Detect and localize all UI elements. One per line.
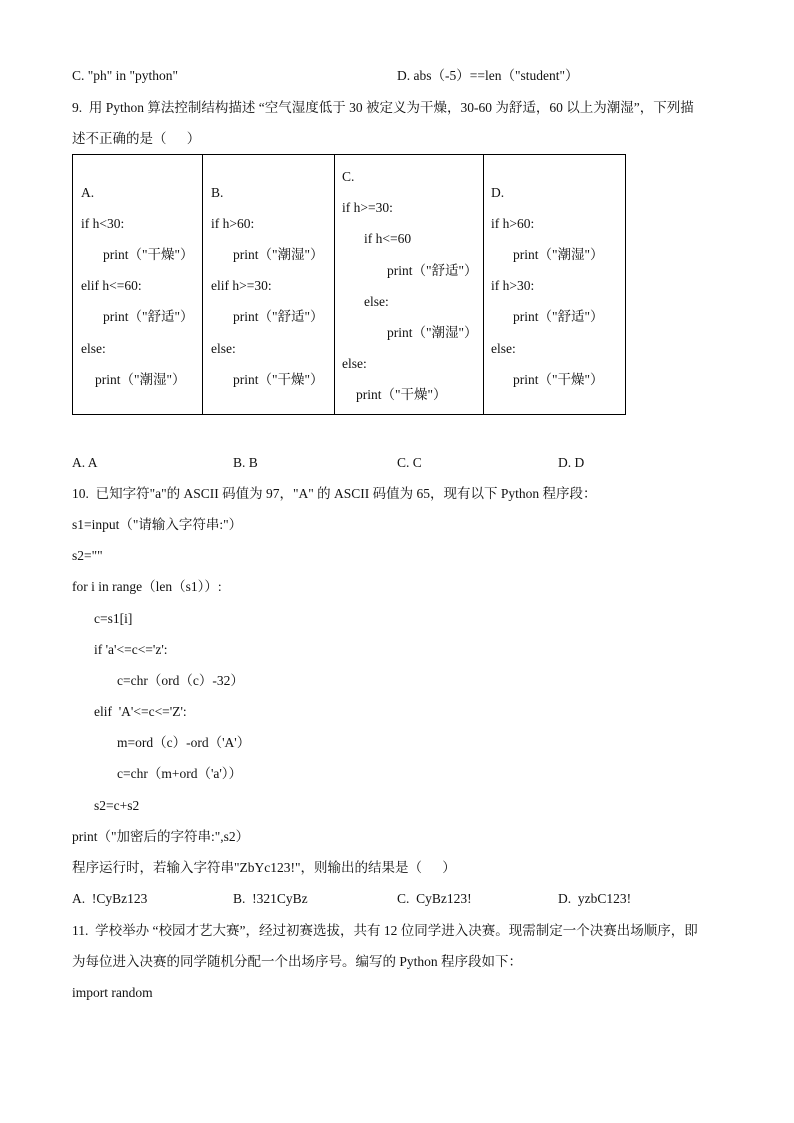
q9-c-line: else: xyxy=(342,356,367,371)
q10-code-line: m=ord（c）-ord（'A'） xyxy=(117,735,251,750)
q10-question: 程序运行时，若输入字符串"ZbYc123!"，则输出的结果是（ ） xyxy=(72,860,456,875)
q10-code-line: if 'a'<=c<='z': xyxy=(94,642,168,657)
q9-b-line: if h>60: xyxy=(211,216,255,231)
q9-option-b-cell xyxy=(203,155,335,415)
q9-a-line: print（"干燥"） xyxy=(103,247,194,262)
q9-a-line: print（"潮湿"） xyxy=(95,372,186,387)
q9-d-label: D. xyxy=(491,185,505,200)
q9-a-line: if h<30: xyxy=(81,216,125,231)
q10-stem: 10. 已知字符"a"的 ASCII 码值为 97，"A" 的 ASCII 码值为 65，现有以下 Python 程序段： xyxy=(72,486,597,501)
q9-c-label: C. xyxy=(342,169,355,184)
q9-c-line: print（"干燥"） xyxy=(356,387,447,402)
q11-stem-line1: 11. 学校举办 “校园才艺大赛”，经过初赛选拔，共有 12 位同学进入决赛。现需制定一个决赛出场顺序，即 xyxy=(72,923,698,938)
q10-answer-c: C. CyBz123! xyxy=(397,891,472,906)
q9-b-label: B. xyxy=(211,185,224,200)
q9-d-line: if h>30: xyxy=(491,278,535,293)
q9-b-line: elif h>=30: xyxy=(211,278,272,293)
q10-code-line: c=chr（m+ord（'a'）） xyxy=(117,766,243,781)
q9-stem-line1: 9. 用 Python 算法控制结构描述 “空气湿度低于 30 被定义为干燥，30-60 为舒适，60 以上为潮湿”，下列描 xyxy=(72,100,694,115)
q9-stem-line2: 述不正确的是（ ） xyxy=(72,131,201,146)
q9-b-line: else: xyxy=(211,341,236,356)
q9-a-label: A. xyxy=(81,185,95,200)
q9-c-line: print（"潮湿"） xyxy=(387,325,478,340)
q10-code-line: for i in range（len（s1））: xyxy=(72,579,222,594)
q9-d-line: if h>60: xyxy=(491,216,535,231)
q9-d-line: else: xyxy=(491,341,516,356)
q10-code-line: elif 'A'<=c<='Z': xyxy=(94,704,187,719)
q9-a-line: elif h<=60: xyxy=(81,278,142,293)
q9-answer-a: A. A xyxy=(72,455,98,470)
q9-c-line: print（"舒适"） xyxy=(387,263,478,278)
q10-answer-d: D. yzbC123! xyxy=(558,891,632,906)
q9-b-line: print（"舒适"） xyxy=(233,309,324,324)
q9-answer-d: D. D xyxy=(558,455,585,470)
q9-c-line: else: xyxy=(364,294,389,309)
q8-option-d: D. abs（-5）==len（"student"） xyxy=(397,68,579,83)
q8-option-c: C. "ph" in "python" xyxy=(72,68,179,83)
q9-option-c-cell xyxy=(335,155,484,415)
q9-d-line: print（"干燥"） xyxy=(513,372,604,387)
q9-a-line: else: xyxy=(81,341,106,356)
q10-code-line: s2=c+s2 xyxy=(94,798,140,813)
q9-option-d-cell xyxy=(484,155,626,415)
q11-code-line: import random xyxy=(72,985,153,1000)
q9-b-line: print（"潮湿"） xyxy=(233,247,324,262)
q10-code-line: print（"加密后的字符串:",s2） xyxy=(72,829,250,844)
q9-answer-c: C. C xyxy=(397,455,422,470)
q9-option-a-cell xyxy=(73,155,203,415)
q10-code-line: c=s1[i] xyxy=(94,611,133,626)
q10-code-line: c=chr（ord（c）-32） xyxy=(117,673,244,688)
q11-stem-line2: 为每位进入决赛的同学随机分配一个出场序号。编写的 Python 程序段如下： xyxy=(72,954,523,969)
q9-d-line: print（"舒适"） xyxy=(513,309,604,324)
q9-options-table xyxy=(72,154,626,415)
q9-c-line: if h>=30: xyxy=(342,200,393,215)
q9-b-line: print（"干燥"） xyxy=(233,372,324,387)
q10-answer-a: A. !CyBz123 xyxy=(72,891,148,906)
q9-answer-b: B. B xyxy=(233,455,258,470)
q9-d-line: print（"潮湿"） xyxy=(513,247,604,262)
q9-a-line: print（"舒适"） xyxy=(103,309,194,324)
q10-code-line: s1=input（"请输入字符串:"） xyxy=(72,517,243,532)
q10-code-line: s2="" xyxy=(72,548,103,563)
q10-answer-b: B. !321CyBz xyxy=(233,891,308,906)
q9-c-line: if h<=60 xyxy=(364,231,412,246)
